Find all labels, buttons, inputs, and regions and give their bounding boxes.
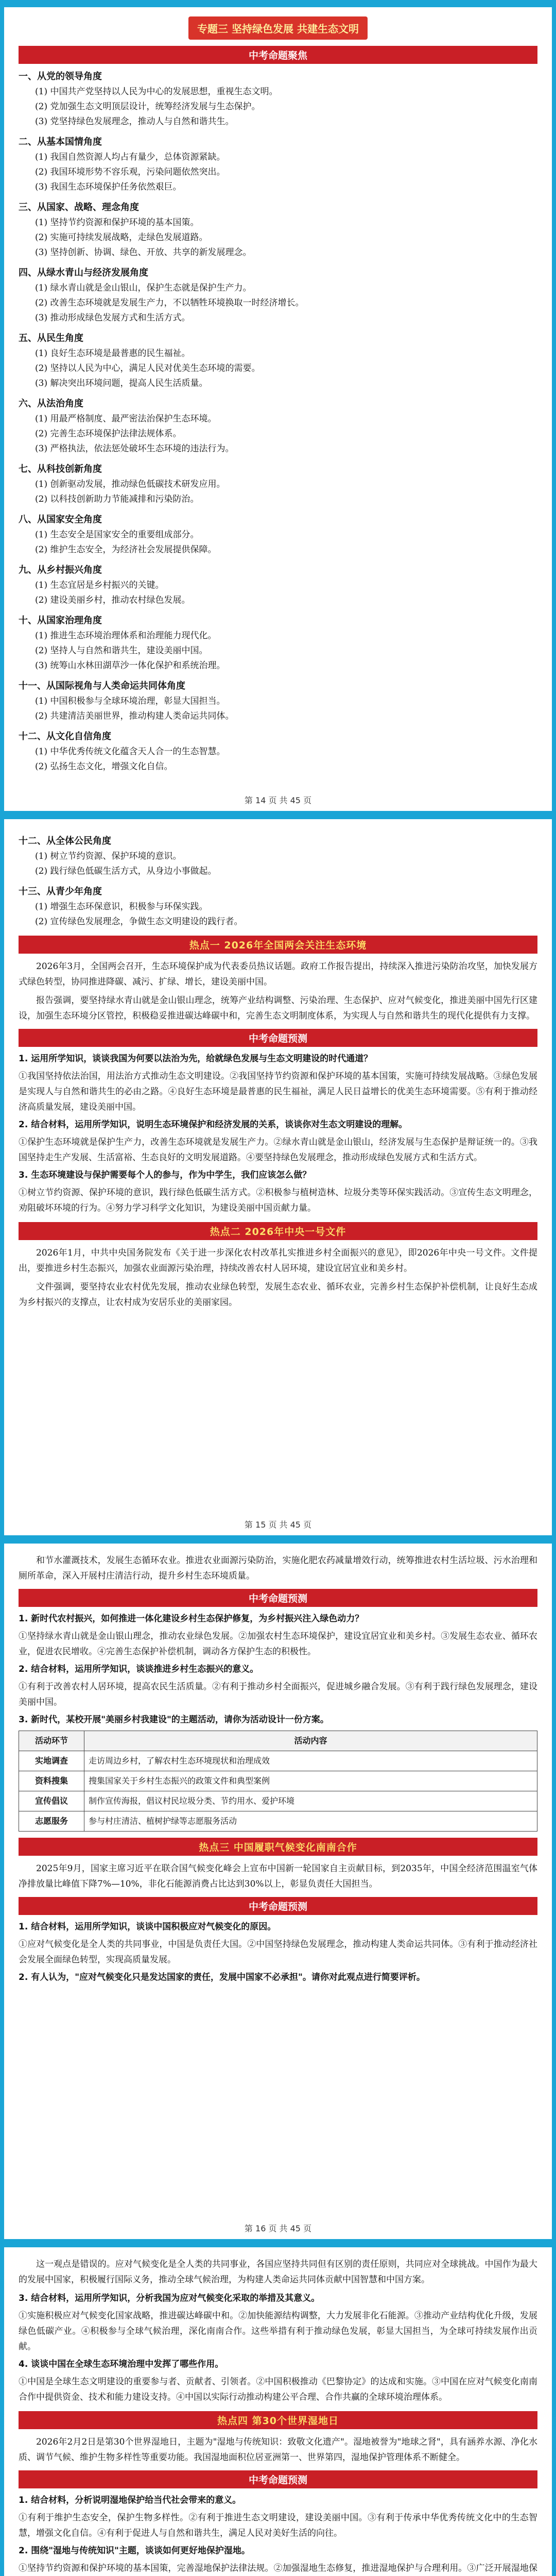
activity-content-cell: 制作宣传海报，倡议村民垃圾分类、节约用水、爱护环境 — [84, 1791, 537, 1811]
answer: ①保护生态环境就是保护生产力，改善生态环境就是发展生产力。②绿水青山就是金山银山，经济发展与生态保护是辩证统一的。③我国坚持走生产发展、生活富裕、生态良好的文明发展道路。④要坚持绿色发展理念，推动形成绿色发展方式和生活方式。 — [19, 1137, 537, 1163]
viewpoint-item: (1) 增强生态环保意识，积极参与环保实践。 — [35, 902, 208, 912]
answer: ①中国是全球生态文明建设的重要参与者、贡献者、引领者。②中国积极推动《巴黎协定》的达成和实施。③中国在应对气候变化南南合作中提供资金、技术和能力建设支持。④中国以实际行动推动构建公平合理、合作共赢的全球环境治理体系。 — [19, 2377, 537, 2402]
hot-topic-header: 热点三 中国履职气候变化南南合作 — [19, 1838, 537, 1856]
activity-step-cell: 资料搜集 — [19, 1771, 84, 1791]
question-text: 2. 结合材料，运用所学知识，谈谈推进乡村生态振兴的意义。 — [19, 1664, 259, 1674]
question-text: 2. 有人认为，"应对气候变化只是发达国家的责任，发展中国家不必承担"。请你对此观点进行简要评析。 — [19, 1972, 425, 1982]
viewpoint-item: (1) 中国共产党坚持以人民为中心的发展思想，重视生态文明。 — [35, 87, 278, 97]
question — [19, 1970, 537, 1985]
viewpoint-item: (1) 树立节约资源、保护环境的意识。 — [35, 851, 182, 861]
activity-step-cell: 志愿服务 — [19, 1811, 84, 1832]
question-text: 2. 围绕"湿地与传统知识"主题，谈谈如何更好地保护湿地。 — [19, 2546, 250, 2556]
paragraph: 报告强调，要坚持绿水青山就是金山银山理念，统筹产业结构调整、污染治理、生态保护、应对气候变化，推进美丽中国先行区建设，加强生态环境分区管控，积极稳妥推进碳达峰碳中和，完善生态文明制度体系，为实现人与自然和谐共生的现代化提供有力支撑。 — [19, 995, 537, 1021]
viewpoint-item: (2) 以科技创新助力节能减排和污染防治。 — [35, 494, 199, 504]
answer: ①我国坚持依法治国，用法治方式推动生态文明建设。②我国坚持节约资源和保护环境的基本国策，实施可持续发展战略。③绿色发展是实现人与自然和谐共生的必由之路。④良好生态环境是最普惠的民生福祉，满足人民日益增长的优美生态环境需要。⑤有利于推动经济高质量发展，建设美丽中国。 — [19, 1071, 537, 1112]
viewpoint-item: (3) 坚持创新、协调、绿色、开放、共享的新发展理念。 — [35, 247, 252, 258]
viewpoint-item: (1) 用最严格制度、最严密法治保护生态环境。 — [35, 414, 217, 424]
paragraph: 2025年9月，国家主席习近平在联合国气候变化峰会上宣布中国新一轮国家自主贡献目标，到2035年，中国全经济范围温室气体净排放量比峰值下降7%—10%，非化石能源消费占比达到30%以上，彰显负责任大国担当。 — [19, 1863, 537, 1889]
viewpoint-heading: 六、从法治角度 — [19, 398, 83, 409]
viewpoint-item: (3) 党坚持绿色发展理念，推动人与自然和谐共生。 — [35, 116, 234, 127]
table-row — [19, 1751, 537, 1771]
question-text: 1. 运用所学知识，谈谈我国为何要以法治为先，给就绿色发展与生态文明建设的时代通道？ — [19, 1054, 373, 1064]
table-header: 活动内容 — [84, 1731, 537, 1751]
viewpoint-item: (1) 推进生态环境治理体系和治理能力现代化。 — [35, 631, 217, 641]
viewpoint-item: (2) 践行绿色低碳生活方式，从身边小事做起。 — [35, 866, 217, 876]
viewpoint-heading: 十三、从青少年角度 — [19, 886, 102, 897]
page-footer: 第 16 页 共 45 页 — [244, 2224, 312, 2233]
document-page-4 — [4, 2247, 552, 2576]
question-text: 4. 谈谈中国在全球生态环境治理中发挥了哪些作用。 — [19, 2359, 224, 2369]
viewpoint-item: (1) 创新驱动发展，推动绿色低碳技术研发应用。 — [35, 479, 225, 489]
answer: ①应对气候变化是全人类的共同事业，中国是负责任大国。②中国坚持绿色发展理念，推动构建人类命运共同体。③有利于推动经济社会发展全面绿色转型，实现高质量发展。 — [19, 1939, 537, 1965]
viewpoint-item: (1) 生态安全是国家安全的重要组成部分。 — [35, 530, 199, 540]
question-text: 3. 新时代，某校开展"美丽乡村我建设"的主题活动，请你为活动设计一份方案。 — [19, 1715, 329, 1725]
question — [19, 1611, 537, 1626]
activity-content-cell: 参与村庄清洁、植树护绿等志愿服务活动 — [84, 1811, 537, 1832]
topic-banner: 专题三 坚持绿色发展 共建生态文明 — [188, 16, 368, 40]
paragraph: 2026年1月，中共中央国务院发布《关于进一步深化农村改革扎实推进乡村全面振兴的意见》，即2026年中央一号文件。文件提出，要推进乡村生态振兴，加强农业面源污染治理，持续改善农村人居环境，建设宜居宜业和美乡村。 — [19, 1248, 537, 1274]
viewpoint-item: (3) 我国生态环境保护任务依然艰巨。 — [35, 182, 182, 192]
viewpoint-item: (2) 改善生态环境就是发展生产力，不以牺牲环境换取一时经济增长。 — [35, 298, 304, 308]
viewpoint-heading: 五、从民生角度 — [19, 333, 83, 344]
viewpoint-heading: 十二、从文化自信角度 — [19, 731, 111, 742]
question — [19, 1051, 537, 1066]
question — [19, 1662, 537, 1677]
viewpoint-item: (2) 坚持以人民为中心，满足人民对优美生态环境的需要。 — [35, 363, 260, 374]
table-row — [19, 1771, 537, 1791]
viewpoint-item: (3) 严格执法，依法惩处破坏生态环境的违法行为。 — [35, 444, 234, 454]
viewpoint-item: (1) 良好生态环境是最普惠的民生福祉。 — [35, 348, 190, 359]
question — [19, 2357, 537, 2372]
question-text: 3. 生态环境建设与保护需要每个人的参与，作为中学生，我们应该怎么做？ — [19, 1170, 311, 1180]
viewpoint-item: (3) 解决突出环境问题，提高人民生活质量。 — [35, 378, 208, 388]
viewpoint-item: (2) 建设美丽乡村，推动农村绿色发展。 — [35, 595, 190, 605]
question — [19, 2291, 537, 2306]
activity-step-cell: 实地调查 — [19, 1751, 84, 1771]
section-header: 中考命题预测 — [19, 1029, 537, 1047]
section-header: 中考命题聚焦 — [19, 46, 537, 64]
viewpoint-heading: 九、从乡村振兴角度 — [19, 565, 102, 575]
question — [19, 2543, 537, 2558]
question-text: 2. 结合材料，运用所学知识，说明生态环境保护和经济发展的关系，谈谈你对生态文明建设的理解。 — [19, 1120, 408, 1130]
table-row — [19, 1811, 537, 1832]
paragraph: 这一观点是错误的。应对气候变化是全人类的共同事业，各国应坚持共同但有区别的责任原则，共同应对全球挑战。中国作为最大的发展中国家，积极履行国际义务，推动全球气候治理，为构建人类命运共同体贡献中国智慧和中国方案。 — [19, 2259, 537, 2285]
viewpoint-heading: 二、从基本国情角度 — [19, 137, 102, 147]
activity-table — [19, 1731, 537, 1832]
question — [19, 1117, 537, 1132]
activity-content-cell: 搜集国家关于乡村生态振兴的政策文件和典型案例 — [84, 1771, 537, 1791]
viewpoint-item: (3) 统筹山水林田湖草沙一体化保护和系统治理。 — [35, 660, 225, 671]
viewpoint-list — [19, 69, 537, 774]
table-header: 活动环节 — [19, 1731, 84, 1751]
viewpoint-item: (2) 共建清洁美丽世界，推动构建人类命运共同体。 — [35, 711, 234, 721]
activity-content-cell: 走访周边乡村，了解农村生态环境现状和治理成效 — [84, 1751, 537, 1771]
paragraph: 和节水灌溉技术，发展生态循环农业。推进农业面源污染防治，实施化肥农药减量增效行动，统筹推进农村生活垃圾、污水治理和厕所革命，深入开展村庄清洁行动，提升乡村生态环境质量。 — [19, 1555, 537, 1581]
table-row — [19, 1791, 537, 1811]
answer: ①有利于改善农村人居环境，提高农民生活质量。②有利于推动乡村全面振兴，促进城乡融合发展。③有利于践行绿色发展理念，建设美丽中国。 — [19, 1682, 537, 1707]
viewpoint-item: (1) 生态宜居是乡村振兴的关键。 — [35, 580, 164, 590]
viewpoint-heading: 七、从科技创新角度 — [19, 464, 102, 474]
answer: ①坚持节约资源和保护环境的基本国策，完善湿地保护法律法规。②加强湿地生态修复，推进湿地保护与合理利用。③广泛开展湿地保 — [19, 2563, 537, 2573]
viewpoint-heading: 十、从国家治理角度 — [19, 615, 102, 626]
paragraph: 2026年2月2日是第30个世界湿地日，主题为"湿地与传统知识：致敬文化遗产"。湿地被誉为"地球之肾"，具有涵养水源、净化水质、调节气候、维护生物多样性等重要功能。我国湿地面积位居亚洲第一、世界第四，湿地保护管理体系不断健全。 — [19, 2437, 537, 2463]
paragraph: 2026年3月，全国两会召开，生态环境保护成为代表委员热议话题。政府工作报告提出，持续深入推进污染防治攻坚，加快发展方式绿色转型，协同推进降碳、减污、扩绿、增长，建设美丽中国。 — [19, 961, 537, 987]
viewpoint-heading: 十一、从国际视角与人类命运共同体角度 — [19, 681, 185, 691]
viewpoint-item: (1) 中华优秀传统文化蕴含天人合一的生态智慧。 — [35, 747, 225, 757]
answer: ①树立节约资源、保护环境的意识，践行绿色低碳生活方式。②积极参与植树造林、垃圾分类等环保实践活动。③宣传生态文明理念，劝阻破坏环境的行为。④努力学习科学文化知识，为建设美丽中国贡献力量。 — [19, 1188, 537, 1213]
paragraph: 文件强调，要坚持农业农村优先发展，推动农业绿色转型，发展生态农业、循环农业，完善乡村生态保护补偿机制，让良好生态成为乡村振兴的支撑点，让农村成为安居乐业的美丽家园。 — [19, 1282, 537, 1308]
viewpoint-item: (2) 完善生态环境保护法律法规体系。 — [35, 429, 182, 439]
page-footer: 第 15 页 共 45 页 — [244, 1520, 312, 1530]
document-page-1 — [4, 7, 552, 811]
viewpoint-heading: 八、从国家安全角度 — [19, 514, 102, 525]
viewpoint-item: (2) 弘扬生态文化，增强文化自信。 — [35, 761, 173, 772]
viewpoint-item: (3) 推动形成绿色发展方式和生活方式。 — [35, 313, 190, 323]
question — [19, 1919, 537, 1935]
viewpoint-item: (2) 宣传绿色发展理念，争做生态文明建设的践行者。 — [35, 917, 243, 927]
viewpoint-heading: 一、从党的领导角度 — [19, 71, 102, 82]
viewpoint-item: (2) 坚持人与自然和谐共生，建设美丽中国。 — [35, 646, 208, 656]
answer: ①实施积极应对气候变化国家战略，推进碳达峰碳中和。②加快能源结构调整，大力发展非化石能源。③推动产业结构优化升级，发展绿色低碳产业。④积极参与全球气候治理，深化南南合作。这些举措有利于推动绿色发展，彰显大国担当，为全球可持续发展作出贡献。 — [19, 2311, 537, 2352]
activity-step-cell: 宣传倡议 — [19, 1791, 84, 1811]
viewpoint-item: (2) 实施可持续发展战略，走绿色发展道路。 — [35, 232, 208, 243]
viewpoint-item: (2) 维护生态安全，为经济社会发展提供保障。 — [35, 545, 217, 555]
viewpoint-heading: 三、从国家、战略、理念角度 — [19, 202, 139, 213]
question — [19, 1712, 537, 1727]
answer: ①有利于维护生态安全，保护生物多样性。②有利于推进生态文明建设，建设美丽中国。③有利于传承中华优秀传统文化中的生态智慧，增强文化自信。④有利于促进人与自然和谐共生，满足人民对美好生活的向往。 — [19, 2513, 537, 2538]
viewpoint-item: (1) 中国积极参与全球环境治理，彰显大国担当。 — [35, 696, 225, 706]
section-header: 中考命题预测 — [19, 2470, 537, 2488]
viewpoint-item: (2) 党加强生态文明顶层设计，统筹经济发展与生态保护。 — [35, 101, 260, 112]
question — [19, 2493, 537, 2508]
document-page-3 — [4, 1544, 552, 2239]
hot-topic-header: 热点二 2026年中央一号文件 — [19, 1222, 537, 1240]
document-page-2 — [4, 819, 552, 1535]
question-text: 1. 结合材料，分析说明湿地保护给当代社会带来的意义。 — [19, 2495, 241, 2505]
section-header: 中考命题预测 — [19, 1589, 537, 1607]
viewpoint-item: (1) 坚持节约资源和保护环境的基本国策。 — [35, 217, 199, 228]
question — [19, 1167, 537, 1183]
viewpoint-heading: 十二、从全体公民角度 — [19, 836, 111, 846]
question-text: 1. 结合材料，运用所学知识，谈谈中国积极应对气候变化的原因。 — [19, 1922, 276, 1932]
viewpoint-heading: 四、从绿水青山与经济发展角度 — [19, 267, 148, 278]
question-text: 3. 结合材料，运用所学知识，分析我国为应对气候变化采取的举措及其意义。 — [19, 2293, 320, 2303]
hot-topic-header: 热点四 第30个世界湿地日 — [19, 2411, 537, 2429]
section-header: 中考命题预测 — [19, 1897, 537, 1915]
question-text: 1. 新时代农村振兴，如何推进一体化建设乡村生态保护修复，为乡村振兴注入绿色动力？ — [19, 1614, 364, 1624]
viewpoint-list — [19, 834, 537, 929]
viewpoint-item: (1) 我国自然资源人均占有量少，总体资源紧缺。 — [35, 152, 225, 162]
viewpoint-item: (1) 绿水青山就是金山银山，保护生态就是保护生产力。 — [35, 283, 252, 293]
answer: ①坚持绿水青山就是金山银山理念，推动农业绿色发展。②加强农村生态环境保护，建设宜居宜业和美乡村。③发展生态农业、循环农业，促进农民增收。④完善生态保护补偿机制，调动各方保护生态的积极性。 — [19, 1631, 537, 1657]
viewpoint-item: (2) 我国环境形势不容乐观，污染问题依然突出。 — [35, 167, 225, 177]
hot-topic-header: 热点一 2026年全国两会关注生态环境 — [19, 936, 537, 954]
page-footer: 第 14 页 共 45 页 — [244, 795, 312, 805]
